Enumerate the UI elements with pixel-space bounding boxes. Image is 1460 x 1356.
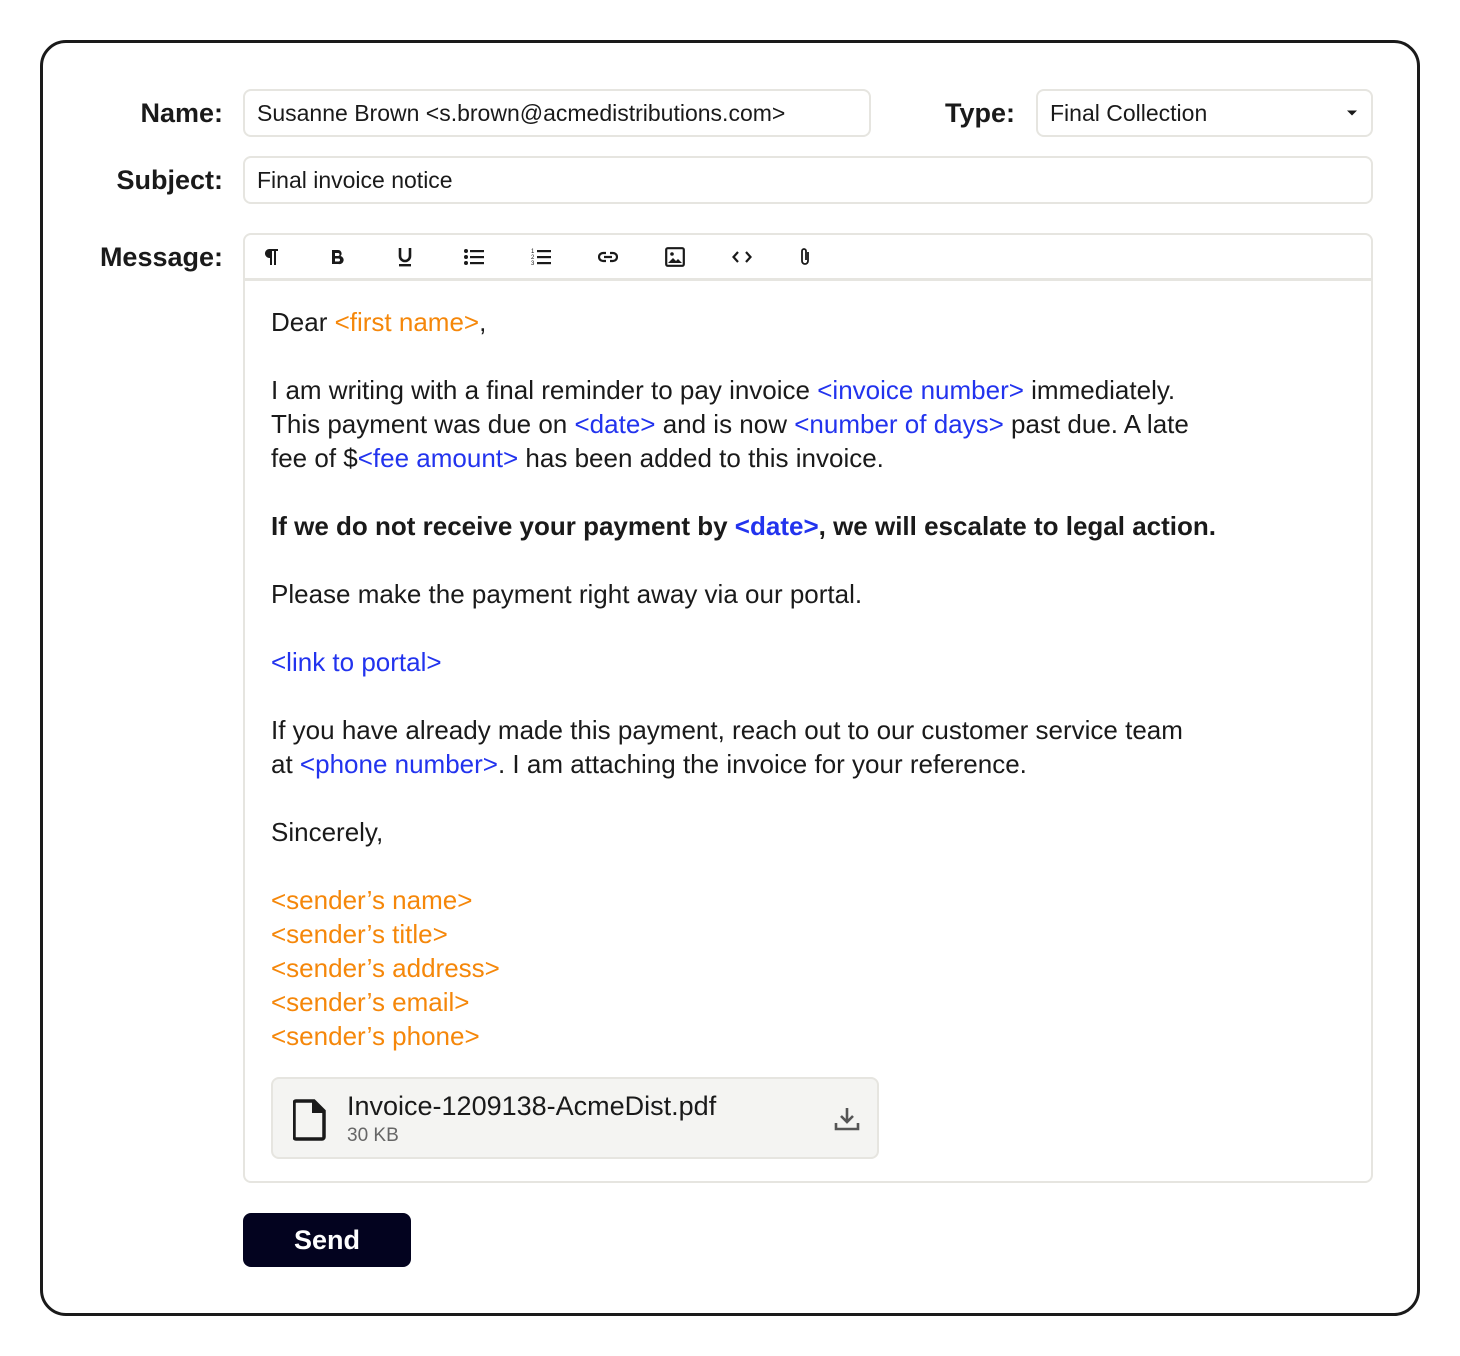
text: I am writing with a final reminder to pay invoice: [271, 375, 818, 405]
paragraph-1-line-3: [271, 441, 1351, 475]
message-body[interactable]: [271, 305, 1351, 1053]
text: at: [271, 749, 300, 779]
due-date-placeholder: <date>: [574, 409, 656, 439]
greeting-comma: ,: [479, 307, 487, 337]
warning-paragraph: [271, 509, 1351, 543]
code-icon: [732, 250, 752, 264]
bold-icon: [330, 249, 344, 265]
text: has been added to this invoice.: [518, 443, 884, 473]
paragraph-5-line-2: [271, 747, 1351, 781]
send-button[interactable]: Send: [243, 1213, 411, 1267]
name-label: Name:: [140, 98, 223, 128]
name-field[interactable]: [243, 89, 871, 137]
text: past due. A late: [1003, 409, 1189, 439]
link-icon: [598, 251, 618, 263]
sender-address-placeholder: <sender’s address>: [271, 953, 500, 983]
message-label: Message:: [99, 242, 223, 272]
email-composer-card: [40, 40, 1420, 1316]
subject-field[interactable]: [243, 156, 1373, 204]
svg-text:2: 2: [531, 254, 535, 261]
payment-request: Please make the payment right away via our portal.: [271, 579, 863, 609]
paragraph-1-line-1: [271, 373, 1351, 407]
attachment-card[interactable]: [271, 1077, 879, 1159]
days-placeholder: <number of days>: [794, 409, 1004, 439]
greeting-text: Dear: [271, 307, 335, 337]
numbered-list-button[interactable]: [525, 239, 592, 275]
text: . I am attaching the invoice for your reference.: [497, 749, 1027, 779]
bullet-list-icon: [464, 249, 484, 265]
name-value: Susanne Brown <s.brown@acmedistributions.com>: [257, 99, 786, 126]
text: immediately.: [1023, 375, 1176, 405]
greeting: [271, 305, 1351, 339]
text: If we do not receive your payment by: [271, 511, 735, 541]
subject-label: Subject:: [116, 165, 223, 195]
sender-phone-placeholder: <sender’s phone>: [271, 1021, 480, 1051]
paragraph-1-line-2: [271, 407, 1351, 441]
sender-name-placeholder: <sender’s name>: [271, 885, 473, 915]
type-select[interactable]: [1036, 89, 1373, 137]
message-editor[interactable]: [243, 233, 1373, 1183]
text: , we will escalate to legal action.: [818, 511, 1216, 541]
invoice-number-placeholder: <invoice number>: [817, 375, 1024, 405]
deadline-date-placeholder: <date>: [734, 511, 819, 541]
paragraph-button[interactable]: [257, 239, 324, 275]
chevron-down-icon: [1347, 111, 1357, 116]
sender-title-placeholder: <sender’s title>: [271, 919, 448, 949]
editor-toolbar: [245, 235, 1371, 281]
paragraph-icon: [263, 248, 279, 266]
paragraph-5-line-1: If you have already made this payment, reach out to our customer service team: [271, 715, 1183, 745]
fee-amount-placeholder: <fee amount>: [357, 443, 519, 473]
text: and is now: [655, 409, 795, 439]
portal-link-placeholder[interactable]: <link to portal>: [271, 647, 442, 677]
text: This payment was due on: [271, 409, 575, 439]
file-icon: [293, 1099, 327, 1141]
bullet-list-button[interactable]: [458, 239, 525, 275]
svg-text:3: 3: [531, 260, 535, 266]
numbered-list-icon: [531, 248, 551, 266]
type-value: Final Collection: [1050, 99, 1208, 126]
underline-button[interactable]: [391, 239, 458, 275]
bold-button[interactable]: [324, 239, 391, 275]
code-button[interactable]: [726, 239, 793, 275]
svg-text:1: 1: [531, 248, 535, 255]
attachment-filename: Invoice-1209138-AcmeDist.pdf: [347, 1091, 717, 1121]
attach-button[interactable]: [793, 239, 860, 275]
underline-icon: [397, 247, 413, 267]
first-name-placeholder: <first name>: [334, 307, 480, 337]
type-label: Type:: [944, 98, 1015, 128]
link-button[interactable]: [592, 239, 659, 275]
attachment-size: 30 KB: [347, 1125, 399, 1146]
sender-email-placeholder: <sender’s email>: [271, 987, 470, 1017]
image-button[interactable]: [659, 239, 726, 275]
closing: Sincerely,: [271, 817, 384, 847]
phone-number-placeholder: <phone number>: [299, 749, 498, 779]
subject-value: Final invoice notice: [257, 166, 453, 193]
image-icon: [665, 247, 685, 267]
paperclip-icon: [799, 247, 811, 267]
download-icon[interactable]: [833, 1105, 861, 1133]
text: fee of $: [271, 443, 358, 473]
